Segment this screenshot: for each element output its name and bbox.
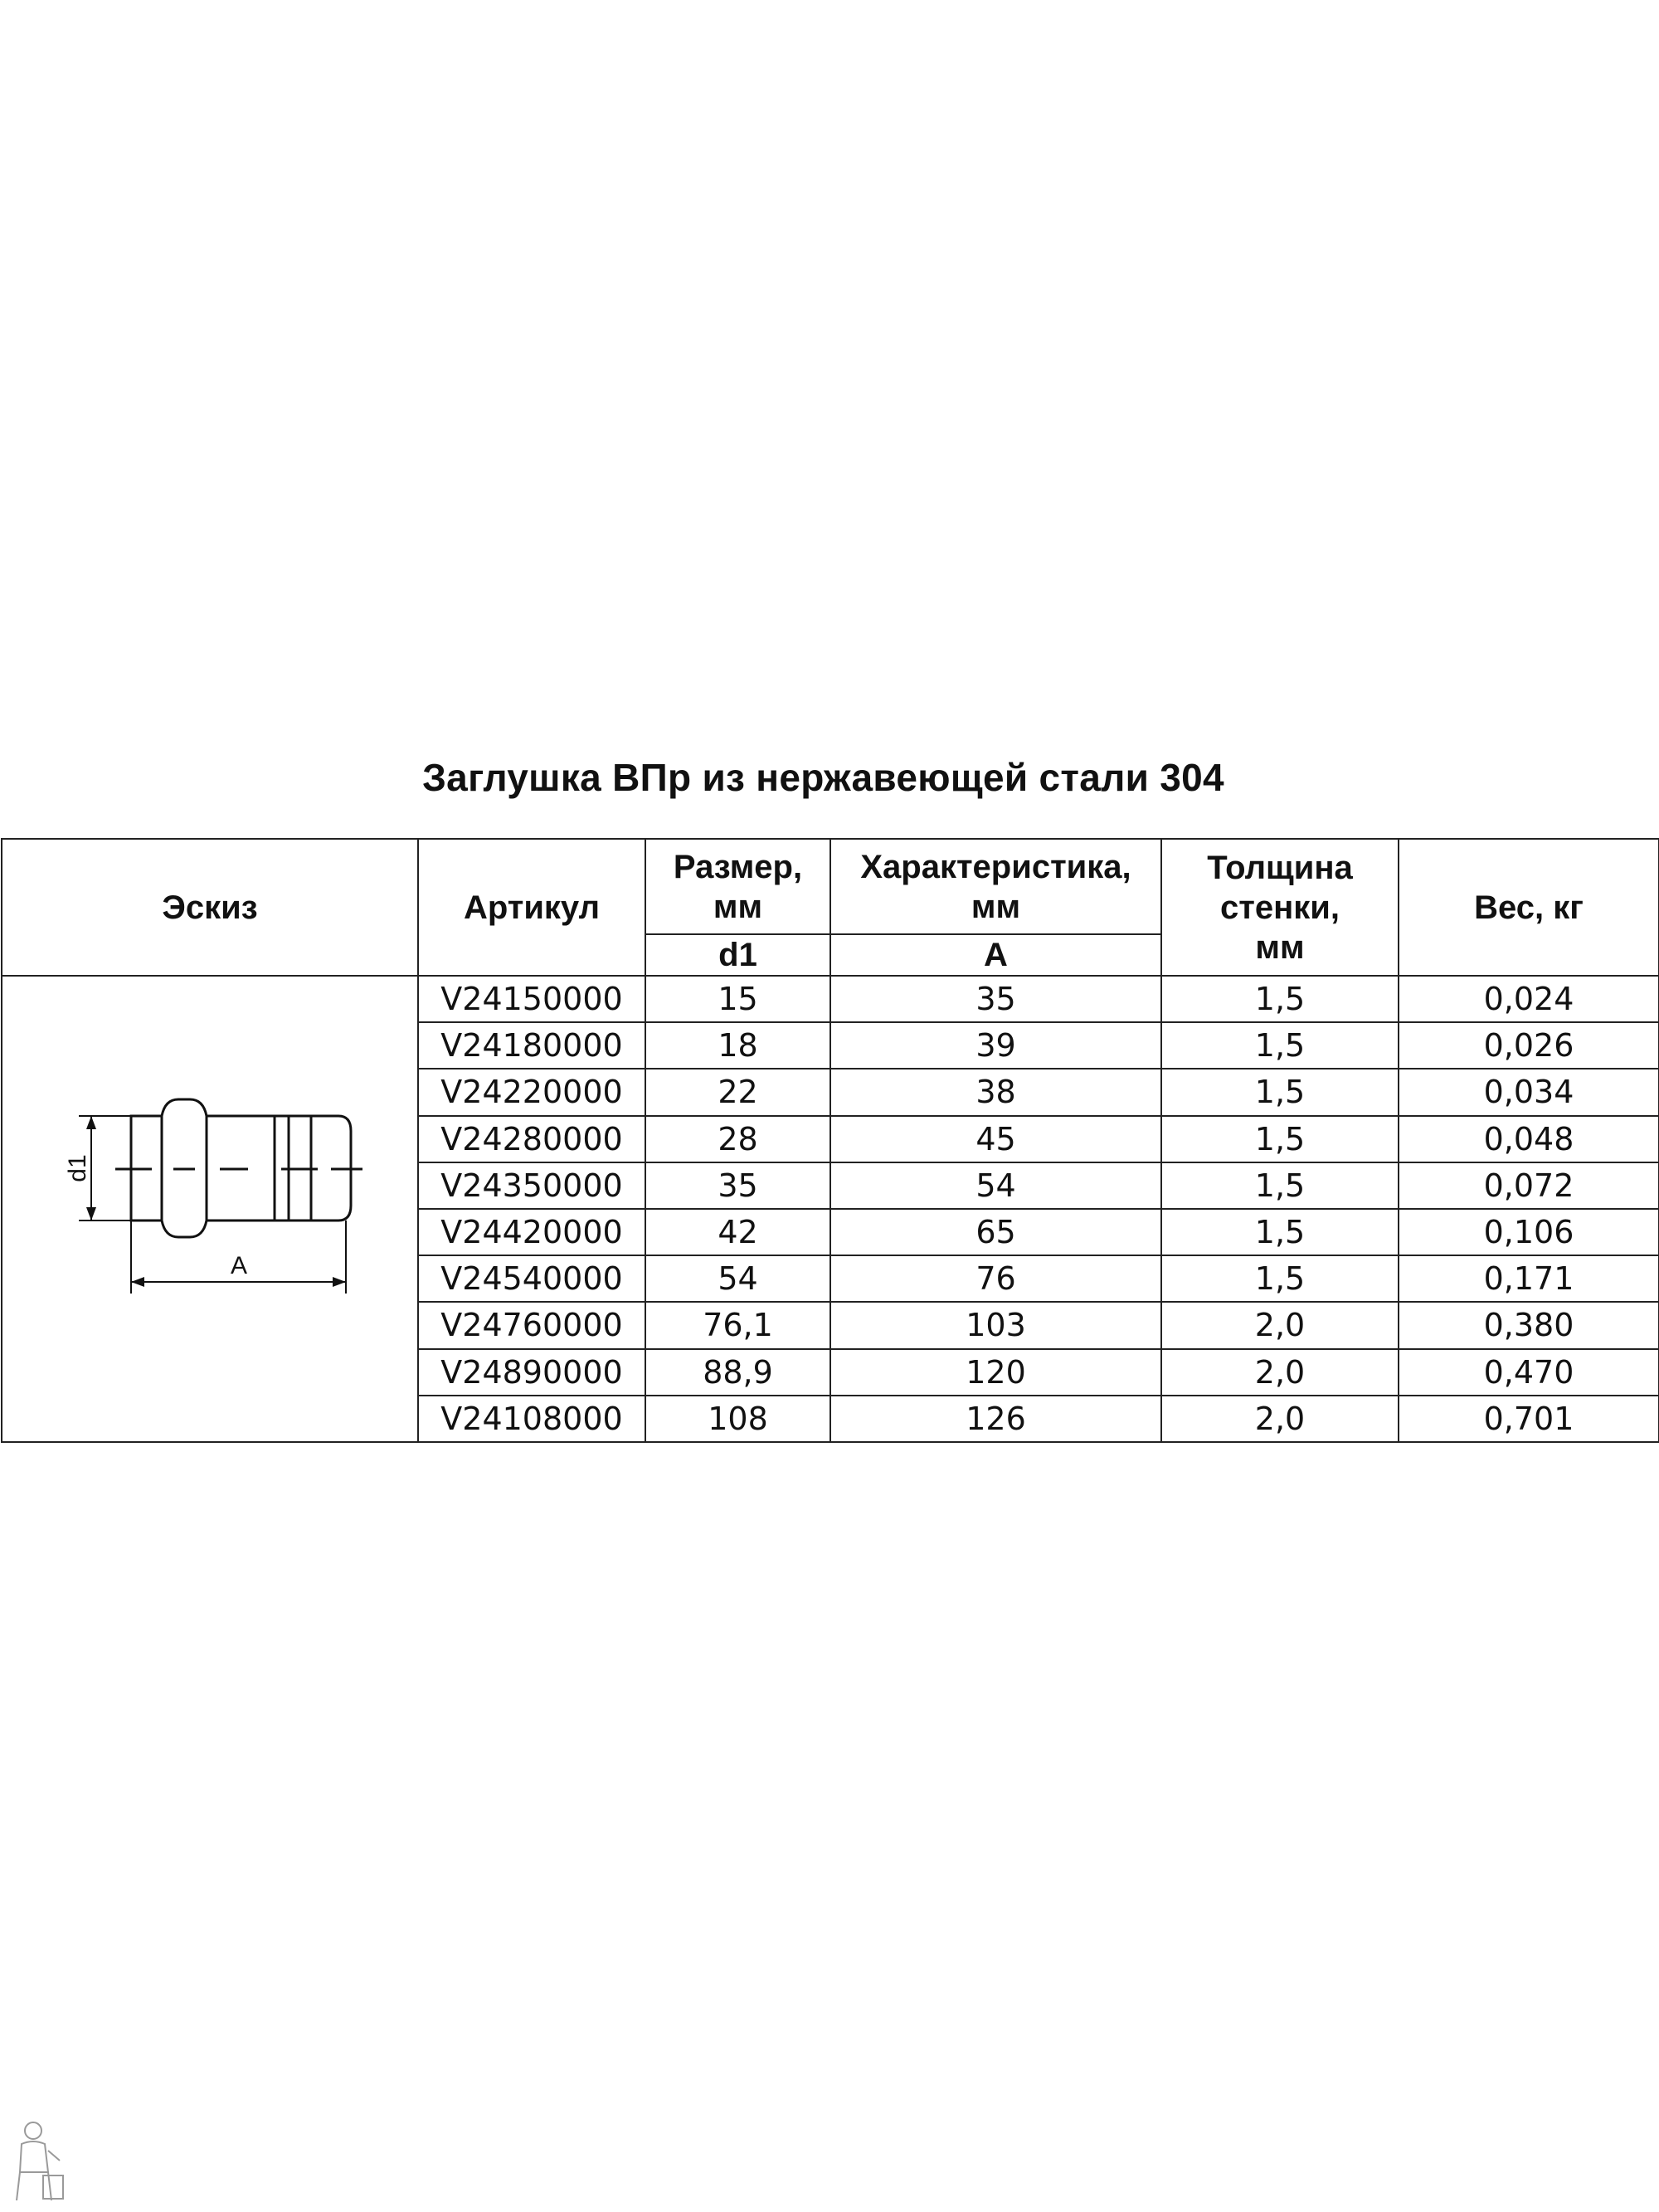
header-size-label: Размер, мм [673, 848, 803, 925]
cell-a: 103 [830, 1302, 1161, 1348]
cell-weight: 0,024 [1399, 976, 1659, 1022]
cell-weight: 0,171 [1399, 1255, 1659, 1302]
cell-d1: 15 [645, 976, 830, 1022]
cell-a: 45 [830, 1116, 1161, 1162]
cell-weight: 0,072 [1399, 1162, 1659, 1209]
cell-article: V24150000 [418, 976, 645, 1022]
header-sketch: Эскиз [2, 839, 418, 976]
cell-weight: 0,106 [1399, 1209, 1659, 1255]
cell-d1: 18 [645, 1022, 830, 1069]
header-wall-label: Толщина стенки, мм [1207, 849, 1353, 966]
plumber-logo-icon [5, 2117, 71, 2207]
cell-d1: 54 [645, 1255, 830, 1302]
cell-weight: 0,048 [1399, 1116, 1659, 1162]
table-row [2, 976, 1659, 1022]
spec-table [1, 838, 1659, 1443]
cell-weight: 0,026 [1399, 1022, 1659, 1069]
cell-d1: 35 [645, 1162, 830, 1209]
cell-a: 35 [830, 976, 1161, 1022]
header-wall-thickness [1161, 839, 1399, 976]
cell-wall: 2,0 [1161, 1396, 1399, 1442]
cell-d1: 22 [645, 1069, 830, 1115]
cell-weight: 0,380 [1399, 1302, 1659, 1348]
header-characteristic-label: Характеристика, мм [860, 848, 1131, 925]
header-characteristic-a: A [830, 934, 1161, 976]
cell-article: V24760000 [418, 1302, 645, 1348]
cell-wall: 2,0 [1161, 1302, 1399, 1348]
cell-article: V24108000 [418, 1396, 645, 1442]
cell-a: 76 [830, 1255, 1161, 1302]
cell-a: 54 [830, 1162, 1161, 1209]
cell-a: 120 [830, 1349, 1161, 1396]
cell-a: 65 [830, 1209, 1161, 1255]
sketch-a-label: A [230, 1252, 248, 1279]
header-weight: Вес, кг [1399, 839, 1659, 976]
cell-d1: 42 [645, 1209, 830, 1255]
cell-article: V24180000 [418, 1022, 645, 1069]
cell-wall: 2,0 [1161, 1349, 1399, 1396]
sketch-d1-label: d1 [64, 1154, 91, 1182]
cell-wall: 1,5 [1161, 1162, 1399, 1209]
page-title: Заглушка ВПр из нержавеющей стали 304 [422, 756, 1224, 799]
cell-wall: 1,5 [1161, 1255, 1399, 1302]
cell-weight: 0,470 [1399, 1349, 1659, 1396]
cell-d1: 88,9 [645, 1349, 830, 1396]
cell-article: V24280000 [418, 1116, 645, 1162]
cell-d1: 108 [645, 1396, 830, 1442]
header-size [645, 839, 830, 934]
cell-wall: 1,5 [1161, 1022, 1399, 1069]
header-article: Артикул [418, 839, 645, 976]
cell-wall: 1,5 [1161, 1209, 1399, 1255]
cell-article: V24420000 [418, 1209, 645, 1255]
cell-d1: 76,1 [645, 1302, 830, 1348]
cell-wall: 1,5 [1161, 1116, 1399, 1162]
cell-a: 38 [830, 1069, 1161, 1115]
cell-article: V24890000 [418, 1349, 645, 1396]
cell-article: V24540000 [418, 1255, 645, 1302]
sketch-cell [2, 976, 418, 1442]
cell-weight: 0,034 [1399, 1069, 1659, 1115]
cell-a: 126 [830, 1396, 1161, 1442]
header-characteristic [830, 839, 1161, 934]
cell-article: V24350000 [418, 1162, 645, 1209]
cell-a: 39 [830, 1022, 1161, 1069]
header-size-d1: d1 [645, 934, 830, 976]
cell-article: V24220000 [418, 1069, 645, 1115]
sketch-drawing [2, 977, 417, 1441]
cell-d1: 28 [645, 1116, 830, 1162]
cell-weight: 0,701 [1399, 1396, 1659, 1442]
cell-wall: 1,5 [1161, 1069, 1399, 1115]
cell-wall: 1,5 [1161, 976, 1399, 1022]
end-cap-drawing-icon [2, 977, 417, 1441]
